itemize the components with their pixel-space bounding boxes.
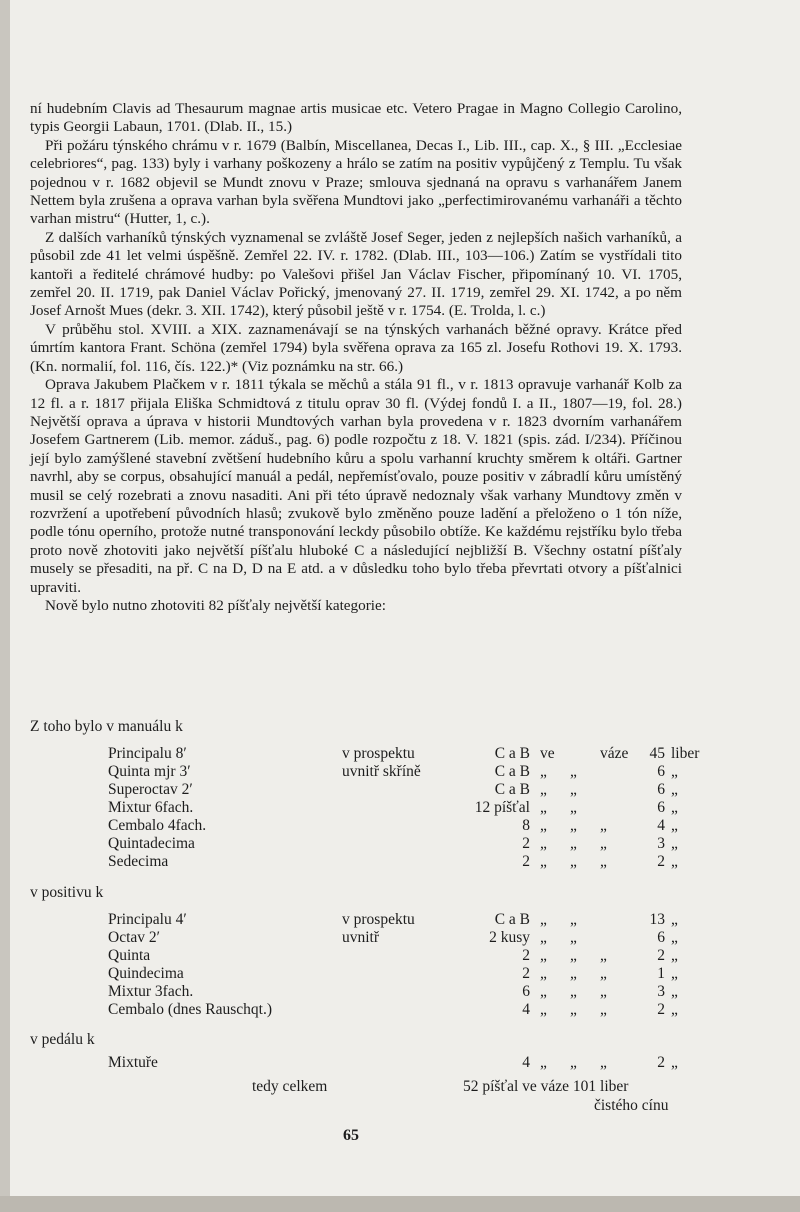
unit: „ xyxy=(671,929,678,946)
quantity: 4 xyxy=(522,1001,530,1018)
ditto-mark: „ xyxy=(600,947,607,964)
ditto-mark: „ xyxy=(540,983,547,1000)
ditto-mark: „ xyxy=(570,817,577,834)
ditto-mark: „ xyxy=(600,853,607,870)
paragraph: ní hudebním Clavis ad Thesaurum magnae artis musicae etc. Vetero Pragae in Magno Collegio Carolino, typis Georgii Labaun, 1701. (Dlab. II., 15.) xyxy=(30,100,682,136)
table-row xyxy=(30,1054,690,1072)
quantity: 2 xyxy=(522,947,530,964)
table-row xyxy=(30,929,690,947)
paragraph: Oprava Jakubem Plačkem v r. 1811 týkala se měchů a stála 91 fl., v r. 1813 opravuje varhanář Kolb za 12 fl. a r. 1817 přijala Eliška Schmidtová z titulu oprav 30 fl. (Výdej fondů I. a II., 1807—19, fol. 28.) Největší oprava a úprava v historii Mundtových varhan byla provedena v r. 1823 dvorním varhanářem Josefem Gartnerem (Lib. memor. záduš., pag. 6) podle rozpočtu z 18. V. 1821 (spis. zád. I/234). Příčinou její bylo zamýšlené stavební zvětšení hudebního kůru a spolu varhanní kruchty směrem k oltáři. Gartner navrhl, aby se corpus, obsahující manuál a pedál, nepřemísťovalo, pouze positiv v zábradlí kůru umístěný musil se celý rozebrati a znovu nasaditi. Ani při této úpravě nedoznaly však varhany Mundtovy změn v rozvržení a upotřebení původních hlasů; zvukově bylo změněno pouze ladění a přeloženo o 1 tón níže, podle tónu operního, protože nutné transponování leckdy působilo obtíže. Ke každému rejstříku bylo třeba proto nově zhotoviti jako největší píšťalu hluboké C a následující nejbližší B. Všechny ostatní píšťaly musely se přesaditi, na př. C na D, D na E atd. a v důsledku toho bylo třeba převrtati otvory a píšťalnici upraviti. xyxy=(30,376,682,596)
register-name: Mixtur 3fach. xyxy=(108,983,194,1000)
location: v prospektu xyxy=(342,911,415,928)
table-row xyxy=(30,799,690,817)
ditto-mark: „ xyxy=(600,817,607,834)
unit: „ xyxy=(671,799,678,816)
weight: 3 xyxy=(657,835,665,852)
ditto-mark: „ xyxy=(570,781,577,798)
table-row xyxy=(30,947,690,965)
ditto-mark: „ xyxy=(570,911,577,928)
ditto-mark: „ xyxy=(600,983,607,1000)
weight: 45 xyxy=(649,745,665,762)
weight: 6 xyxy=(657,799,665,816)
unit: „ xyxy=(671,947,678,964)
quantity: 8 xyxy=(522,817,530,834)
table-row xyxy=(30,965,690,983)
ditto-mark: „ xyxy=(570,1001,577,1018)
table-row xyxy=(30,745,700,763)
quantity: 12 píšťal xyxy=(474,799,530,816)
unit: „ xyxy=(671,781,678,798)
table-row xyxy=(30,835,690,853)
section-heading-manual: Z toho bylo v manuálu k xyxy=(30,718,183,735)
paragraph: Při požáru týnského chrámu v r. 1679 (Balbín, Miscellanea, Decas I., Lib. III., cap. X., § III. „Ecclesiae celebriores“, pag. 133) byly i varhany poškozeny a hrálo se zatím na positiv vypůjčený z Templu. Tu však pojednou v r. 1682 objevil se Mundt znovu v Praze; smlouva sjednaná na opravu s varhanářem Janem Nettem byla zrušena a oprava varhan byla svěřena Mundtovi jako „perfectimirovanému varhanáři a těchto varhan mistru“ (Hutter, 1, c.). xyxy=(30,136,682,228)
ditto-mark: „ xyxy=(540,947,547,964)
table-row xyxy=(30,763,690,781)
unit: „ xyxy=(671,835,678,852)
ditto-mark: „ xyxy=(600,1001,607,1018)
register-name: Quindecima xyxy=(108,965,184,982)
ditto-mark: „ xyxy=(540,965,547,982)
register-name: Quinta mjr 3′ xyxy=(108,763,191,780)
register-name: Cembalo (dnes Rauschqt.) xyxy=(108,1001,273,1018)
table-row xyxy=(30,911,690,929)
weight: 6 xyxy=(657,929,665,946)
ditto-mark: „ xyxy=(540,1054,547,1071)
ditto-mark: „ xyxy=(600,835,607,852)
register-name: Principalu 8′ xyxy=(108,745,187,762)
ditto-mark: váze xyxy=(600,745,629,762)
location: v prospektu xyxy=(342,745,415,762)
ditto-mark: „ xyxy=(540,835,547,852)
paragraph: Nově bylo nutno zhotoviti 82 píšťaly největší kategorie: xyxy=(45,596,386,614)
ditto-mark: „ xyxy=(600,965,607,982)
weight: 2 xyxy=(657,853,665,870)
register-name: Superoctav 2′ xyxy=(108,781,193,798)
ditto-mark: „ xyxy=(540,853,547,870)
quantity: C a B xyxy=(494,781,530,798)
register-name: Sedecima xyxy=(108,853,169,870)
weight: 2 xyxy=(657,1054,665,1071)
total-value: 52 píšťal ve váze 101 liber xyxy=(463,1078,629,1095)
total-value-line2: čistého cínu xyxy=(594,1097,669,1114)
page-bottom-edge xyxy=(0,1196,800,1212)
weight: 2 xyxy=(657,947,665,964)
ditto-mark: „ xyxy=(540,799,547,816)
quantity: C a B xyxy=(494,763,530,780)
weight: 6 xyxy=(657,763,665,780)
quantity: 2 xyxy=(522,853,530,870)
ditto-mark: „ xyxy=(570,929,577,946)
register-name: Cembalo 4fach. xyxy=(108,817,207,834)
quantity: 2 xyxy=(522,835,530,852)
weight: 4 xyxy=(657,817,665,834)
table-row xyxy=(30,853,690,871)
location: uvnitř xyxy=(342,929,380,946)
ditto-mark: „ xyxy=(600,1054,607,1071)
section-heading-pedal: v pedálu k xyxy=(30,1031,95,1048)
unit: „ xyxy=(671,965,678,982)
unit: „ xyxy=(671,1054,678,1071)
unit: „ xyxy=(671,853,678,870)
location: uvnitř skříně xyxy=(342,763,421,780)
table-row xyxy=(30,817,690,835)
unit: „ xyxy=(671,911,678,928)
ditto-mark: „ xyxy=(540,929,547,946)
ditto-mark: „ xyxy=(570,1054,577,1071)
paragraph: Z dalších varhaníků týnských vyznamenal se zvláště Josef Seger, jeden z nejlepších našich varhaníků, a působil zde 41 let velmi úspěšně. Zemřel 22. IV. r. 1782. (Dlab. III., 103—106.) Zatím se vystřídali tito kantoři a ředitelé chrámové hudby: po Valešovi přišel Jan Václav Fischer, připomínaný 10. VI. 1705, zemřel 20. II. 1719, pak Daniel Václav Pořický, jmenovaný 27. II. 1719, zemřel 29. XI. 1742, a po něm Josef Arnošt Mues (dekr. 3. XII. 1742), který působil ještě v r. 1754. (E. Trolda, l. c.) xyxy=(30,228,682,320)
table-row xyxy=(30,781,690,799)
weight: 13 xyxy=(649,911,665,928)
unit: „ xyxy=(671,817,678,834)
weight: 3 xyxy=(657,983,665,1000)
quantity: C a B xyxy=(494,911,530,928)
table-row xyxy=(30,983,690,1001)
ditto-mark: „ xyxy=(540,817,547,834)
register-name: Octav 2′ xyxy=(108,929,161,946)
ditto-mark: „ xyxy=(540,1001,547,1018)
weight: 1 xyxy=(657,965,665,982)
register-name: Mixtur 6fach. xyxy=(108,799,194,816)
ditto-mark: „ xyxy=(540,911,547,928)
ditto-mark: „ xyxy=(570,763,577,780)
register-name: Mixtuře xyxy=(108,1054,158,1071)
ditto-mark: „ xyxy=(570,983,577,1000)
register-name: Quintadecima xyxy=(108,835,195,852)
weight: 2 xyxy=(657,1001,665,1018)
quantity: 2 kusy xyxy=(489,929,530,946)
ditto-mark: ve xyxy=(540,745,555,762)
register-name: Quinta xyxy=(108,947,151,964)
unit: liber xyxy=(671,745,700,762)
section-heading-positiv: v positivu k xyxy=(30,884,104,901)
unit: „ xyxy=(671,1001,678,1018)
ditto-mark: „ xyxy=(570,853,577,870)
total-label: tedy celkem xyxy=(252,1078,328,1095)
page-edge-shadow xyxy=(0,0,10,1212)
paragraph: V průběhu stol. XVIII. a XIX. zaznamenávají se na týnských varhanách běžné opravy. Krátce před úmrtím kantora Frant. Schöna (zemřel 1794) byla svěřena oprava za 165 zl. Josefu Rothovi 19. X. 1793. (Kn. normalií, fol. 116, čís. 122.)* (Viz poznámku na str. 66.) xyxy=(30,320,682,375)
page-number: 65 xyxy=(343,1127,359,1144)
unit: „ xyxy=(671,983,678,1000)
ditto-mark: „ xyxy=(570,799,577,816)
ditto-mark: „ xyxy=(540,781,547,798)
ditto-mark: „ xyxy=(570,835,577,852)
table-row xyxy=(30,1001,690,1019)
register-name: Principalu 4′ xyxy=(108,911,187,928)
unit: „ xyxy=(671,763,678,780)
ditto-mark: „ xyxy=(540,763,547,780)
quantity: 6 xyxy=(522,983,530,1000)
quantity: 2 xyxy=(522,965,530,982)
quantity: 4 xyxy=(522,1054,530,1071)
ditto-mark: „ xyxy=(570,965,577,982)
body-text xyxy=(30,100,682,615)
quantity: C a B xyxy=(494,745,530,762)
weight: 6 xyxy=(657,781,665,798)
ditto-mark: „ xyxy=(570,947,577,964)
